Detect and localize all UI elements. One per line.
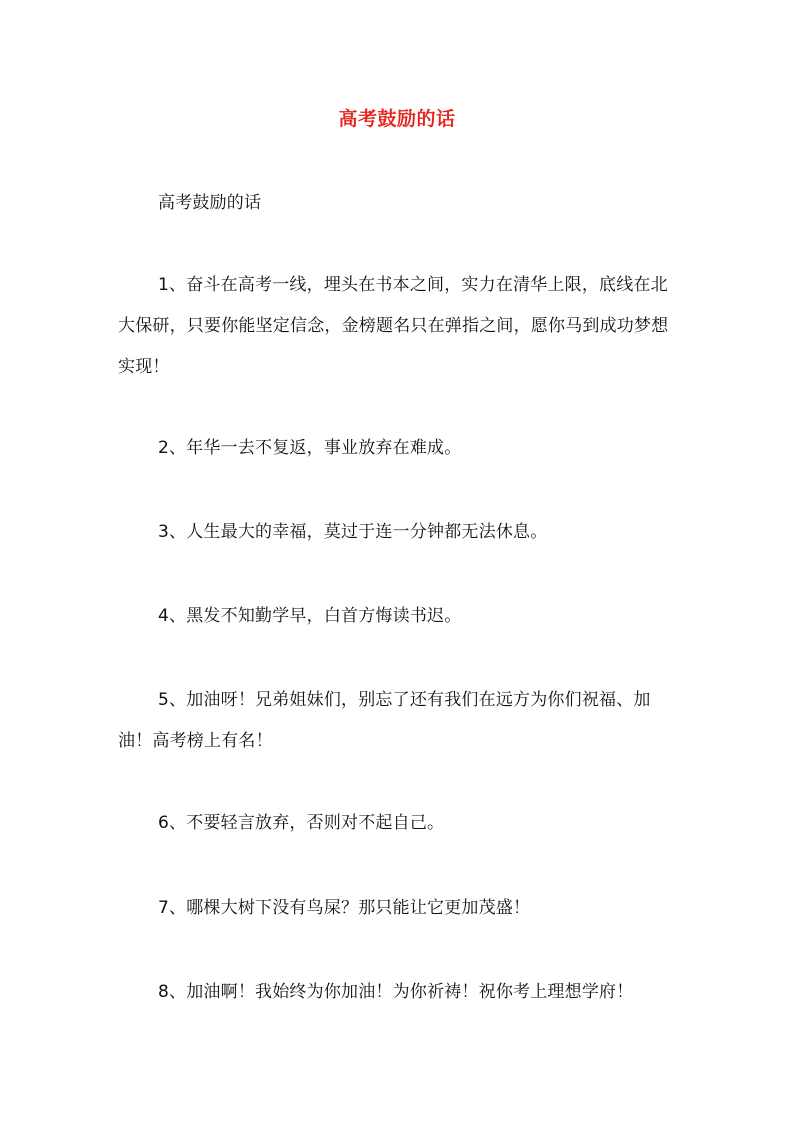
paragraph-item-8: 8、加油啊！我始终为你加油！为你祈祷！祝你考上理想学府！ <box>158 982 634 1002</box>
paragraph-item-3: 3、人生最大的幸福，莫过于连一分钟都无法休息。 <box>158 522 548 542</box>
paragraph-subtitle: 高考鼓励的话 <box>158 193 262 213</box>
paragraph-item-4: 4、黑发不知勤学早，白首方悔读书迟。 <box>158 606 462 626</box>
paragraph-item-6: 6、不要轻言放弃，否则对不起自己。 <box>158 813 445 833</box>
paragraph-item-5: 5、加油呀！兄弟姐妹们，别忘了还有我们在远方为你们祝福、加油！高考榜上有名！ <box>118 690 651 751</box>
paragraph-item-7: 7、哪棵大树下没有鸟屎？那只能让它更加茂盛！ <box>158 898 531 918</box>
document-title: 高考鼓励的话 <box>338 108 456 130</box>
paragraph-item-2: 2、年华一去不复返，事业放弃在难成。 <box>158 438 462 458</box>
paragraph-item-1: 1、奋斗在高考一线，埋头在书本之间，实力在清华上限，底线在北大保研，只要你能坚定信念，金榜题名只在弹指之间，愿你马到成功梦想实现！ <box>118 275 669 377</box>
